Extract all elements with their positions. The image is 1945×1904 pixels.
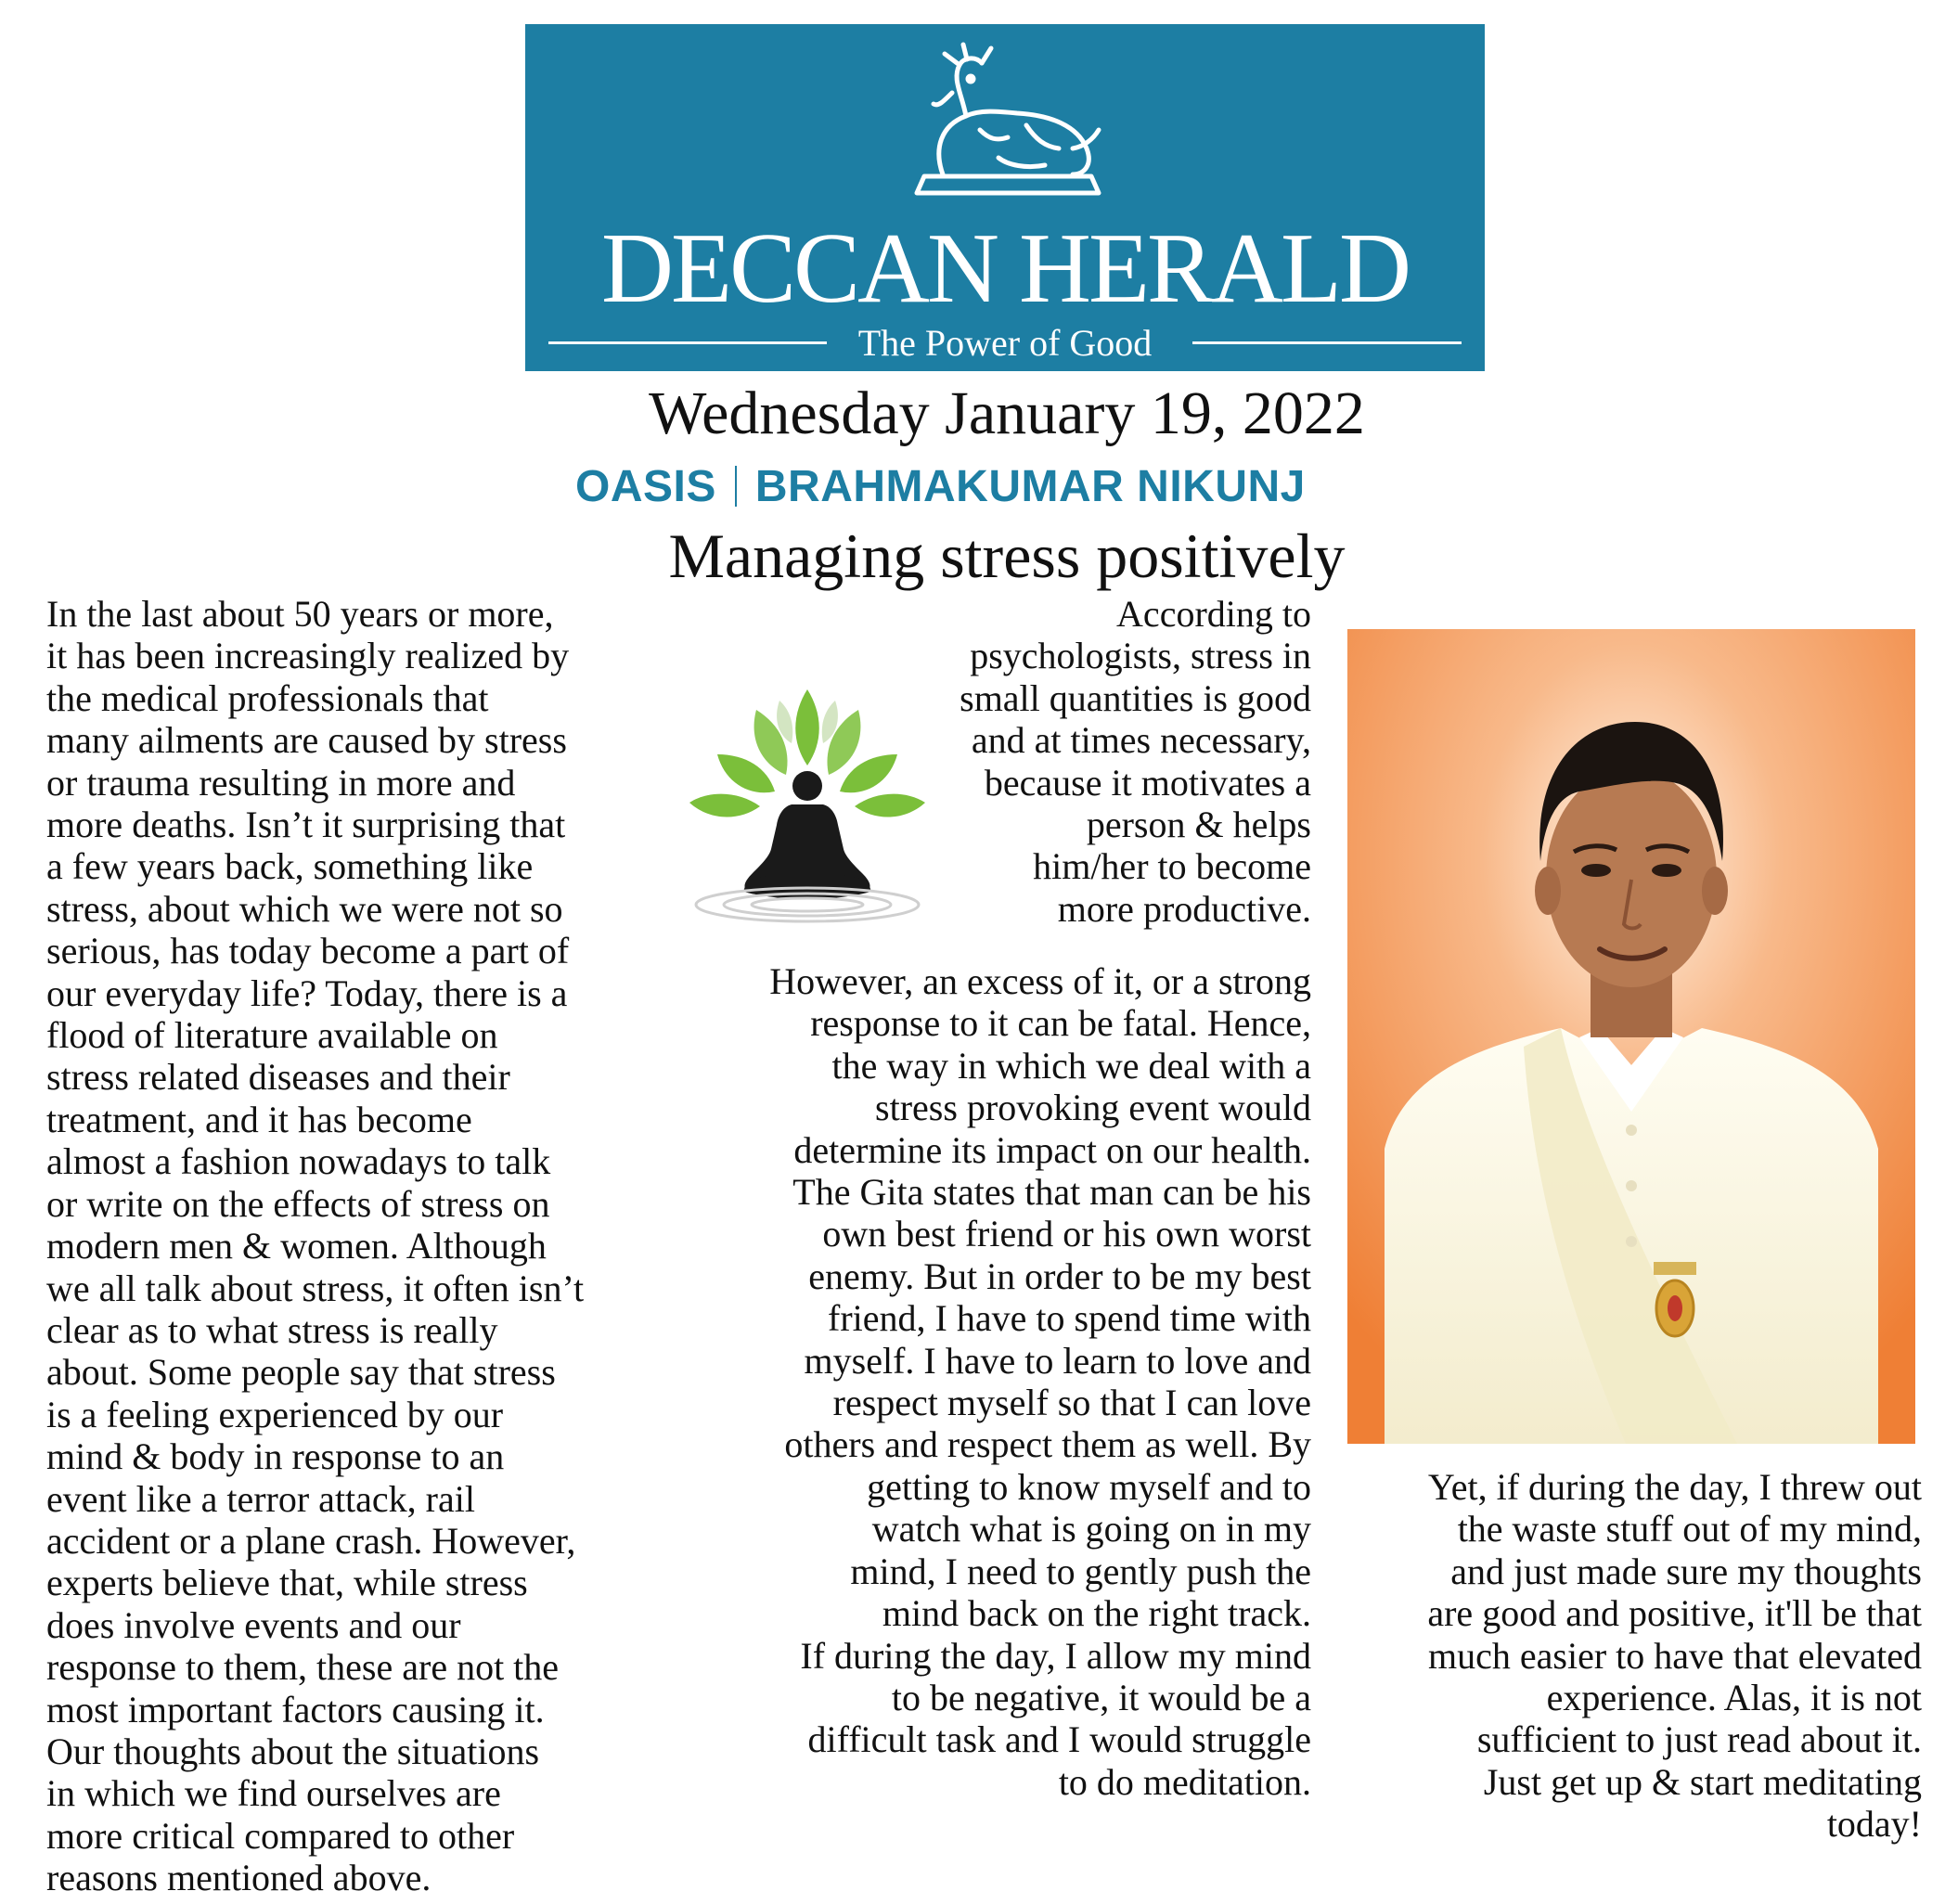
text-line: determine its impact on our health. xyxy=(793,1128,1311,1171)
column-header xyxy=(575,461,1306,517)
text-line: is a feeling experienced by our xyxy=(46,1393,504,1435)
text-line: or write on the effects of stress on xyxy=(46,1182,550,1225)
text-line: If during the day, I allow my mind xyxy=(800,1634,1311,1677)
text-line: experts believe that, while stress xyxy=(46,1562,528,1604)
text-line: Our thoughts about the situations xyxy=(46,1730,540,1772)
masthead xyxy=(525,24,1485,371)
text-line: the medical professionals that xyxy=(46,676,489,719)
text-line: watch what is going on in my xyxy=(871,1508,1311,1550)
text-line: and at times necessary, xyxy=(971,719,1311,762)
text-line: our everyday life? Today, there is a xyxy=(46,971,568,1014)
text-line: in which we find ourselves are xyxy=(46,1772,501,1815)
text-line: almost a fashion nowadays to talk xyxy=(46,1140,551,1183)
masthead-tagline-row xyxy=(525,321,1485,364)
text-line: mind & body in response to an xyxy=(46,1435,505,1478)
text-line: response to them, these are not the xyxy=(46,1646,560,1689)
text-line: respect myself so that I can love xyxy=(832,1382,1311,1424)
text-line: a few years back, something like xyxy=(46,845,534,888)
text-line: Just get up & start meditating xyxy=(1483,1760,1922,1803)
text-line: The Gita states that man can be his xyxy=(792,1171,1311,1214)
meditation-silhouette-leaves-icon xyxy=(682,682,933,942)
text-line: myself. I have to learn to love and xyxy=(804,1339,1311,1382)
text-line: the way in which we deal with a xyxy=(831,1044,1311,1087)
text-line: much easier to have that elevated xyxy=(1428,1634,1922,1677)
text-line: today! xyxy=(1826,1803,1922,1846)
text-line: him/her to become xyxy=(1033,845,1311,888)
text-line: serious, has today become a part of xyxy=(46,930,570,972)
tagline-rule-right xyxy=(1192,341,1462,344)
text-line: According to xyxy=(1116,593,1311,635)
text-line: or trauma resulting in more and xyxy=(46,761,516,804)
masthead-tagline: The Power of Good xyxy=(857,322,1153,364)
text-line: small quantities is good xyxy=(960,676,1311,719)
nandi-bull-logo-icon xyxy=(887,37,1128,204)
text-line: difficult task and I would struggle xyxy=(807,1718,1311,1761)
text-line: event like a terror attack, rail xyxy=(46,1477,475,1520)
text-line: enemy. But in order to be my best xyxy=(808,1254,1311,1297)
text-line: reasons mentioned above. xyxy=(46,1857,432,1899)
text-line: accident or a plane crash. However, xyxy=(46,1519,576,1562)
article-column-2-intro xyxy=(960,593,1311,930)
text-line: clear as to what stress is really xyxy=(46,1308,498,1351)
text-line: sufficient to just read about it. xyxy=(1476,1718,1922,1761)
author-portrait xyxy=(1347,629,1915,1444)
text-line: and just made sure my thoughts xyxy=(1450,1550,1922,1592)
text-line: modern men & women. Although xyxy=(46,1225,547,1267)
header-divider xyxy=(735,466,737,507)
text-line: we all talk about stress, it often isn’t xyxy=(46,1267,585,1309)
article-column-3 xyxy=(1427,1466,1922,1846)
text-line: psychologists, stress in xyxy=(970,635,1311,677)
article-headline: Managing stress positively xyxy=(668,521,1346,591)
text-line: experience. Alas, it is not xyxy=(1546,1677,1922,1719)
text-line: more critical compared to other xyxy=(46,1814,515,1857)
dateline: Wednesday January 19, 2022 xyxy=(649,380,1365,447)
text-line: about. Some people say that stress xyxy=(46,1351,556,1394)
text-line: stress related diseases and their xyxy=(46,1056,510,1099)
text-line: In the last about 50 years or more, xyxy=(46,593,554,635)
text-line: most important factors causing it. xyxy=(46,1688,545,1730)
portrait-graphic xyxy=(1347,629,1915,1444)
text-line: more productive. xyxy=(1057,887,1311,930)
text-line: mind back on the right track. xyxy=(882,1592,1311,1635)
text-line: many ailments are caused by stress xyxy=(46,719,567,762)
text-line: flood of literature available on xyxy=(46,1014,498,1057)
text-line: to do meditation. xyxy=(1058,1760,1311,1803)
text-line: However, an excess of it, or a strong xyxy=(769,960,1311,1002)
section-label: OASIS xyxy=(575,462,716,511)
text-line: others and respect them as well. By xyxy=(784,1423,1311,1466)
text-line: own best friend or his own worst xyxy=(822,1213,1311,1255)
text-line: because it motivates a xyxy=(984,761,1311,804)
text-line: more deaths. Isn’t it surprising that xyxy=(46,804,566,846)
text-line: getting to know myself and to xyxy=(867,1465,1311,1508)
text-line: Yet, if during the day, I threw out xyxy=(1427,1466,1922,1508)
text-line: are good and positive, it'll be that xyxy=(1427,1592,1922,1635)
text-line: does involve events and our xyxy=(46,1603,461,1646)
masthead-title: DECCAN HERALD xyxy=(601,213,1409,324)
text-line: friend, I have to spend time with xyxy=(828,1297,1311,1340)
article-column-2 xyxy=(769,960,1311,1803)
author-label: BRAHMAKUMAR NIKUNJ xyxy=(754,462,1306,511)
text-line: response to it can be fatal. Hence, xyxy=(810,1002,1311,1045)
text-line: the waste stuff out of my mind, xyxy=(1457,1508,1922,1550)
text-line: treatment, and it has become xyxy=(46,1098,472,1140)
text-line: to be negative, it would be a xyxy=(891,1676,1311,1718)
text-line: person & helps xyxy=(1086,804,1311,846)
text-line: stress provoking event would xyxy=(875,1087,1311,1129)
text-line: stress, about which we were not so xyxy=(46,887,563,930)
article-column-1 xyxy=(46,593,584,1899)
text-line: it has been increasingly realized by xyxy=(46,635,570,677)
text-line: mind, I need to gently push the xyxy=(850,1550,1311,1592)
